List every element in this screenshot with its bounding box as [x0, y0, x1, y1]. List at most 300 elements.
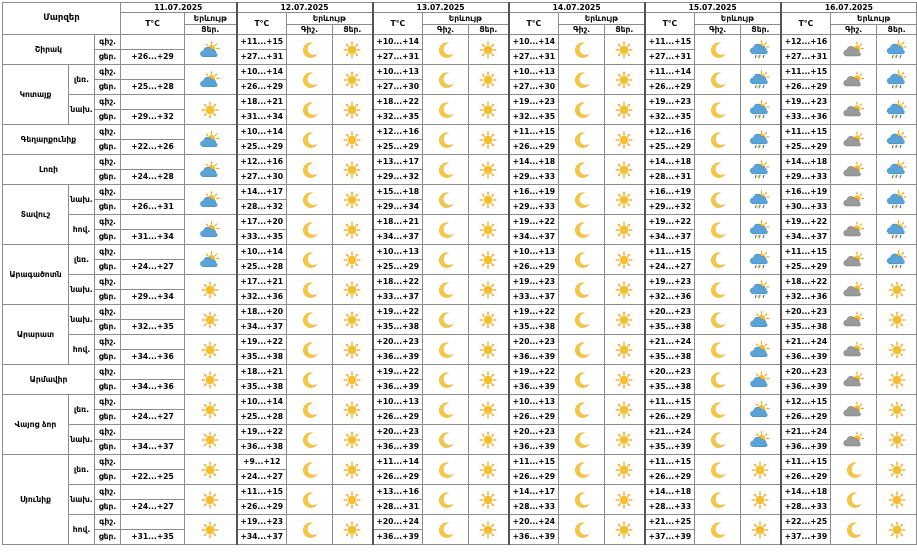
- sun-icon: [185, 425, 237, 455]
- sun-icon: [469, 125, 509, 155]
- temp-range: +20...+23: [509, 335, 559, 350]
- temp-range: +10...+13: [373, 65, 423, 80]
- temp-range: +29...+32: [373, 170, 423, 185]
- temp-range: +12...+16: [781, 35, 831, 50]
- moon-icon: [831, 515, 877, 545]
- cloudy-icon: [831, 365, 877, 395]
- temp-range: [121, 185, 185, 200]
- moon-icon: [287, 95, 333, 125]
- temp-range: +36...+39: [373, 530, 423, 545]
- period-label: ցեր.: [95, 80, 121, 95]
- period-label: գիշ.: [95, 65, 121, 80]
- temp-range: +36...+39: [509, 530, 559, 545]
- temp-range: +22...+26: [121, 140, 185, 155]
- temp-range: +28...+31: [645, 170, 695, 185]
- temp-range: +10...+13: [509, 395, 559, 410]
- region-name: Կոտայք: [3, 65, 69, 125]
- moon-icon: [559, 125, 605, 155]
- temp-range: +36...+39: [781, 380, 831, 395]
- day-header: Ցեր.: [741, 25, 781, 35]
- temp-range: +16...+19: [645, 185, 695, 200]
- sun-icon: [185, 485, 237, 515]
- temp-range: [121, 65, 185, 80]
- terrain-part: հով.: [69, 215, 95, 245]
- temp-range: +36...+39: [373, 380, 423, 395]
- sun-cloud-icon: [185, 185, 237, 215]
- table-row: [3, 35, 917, 50]
- sun-icon: [605, 335, 645, 365]
- region-name: Արագածոտն: [3, 245, 69, 305]
- sun-icon: [605, 185, 645, 215]
- region-name: Տավուշ: [3, 185, 69, 245]
- terrain-part: հով.: [69, 335, 95, 365]
- sun-icon: [605, 485, 645, 515]
- sun-icon: [185, 395, 237, 425]
- sun-icon: [877, 335, 917, 365]
- temp-range: +36...+39: [509, 350, 559, 365]
- sun-icon: [333, 125, 373, 155]
- moon-icon: [559, 425, 605, 455]
- temp-range: +25...+29: [237, 140, 287, 155]
- temp-range: +18...+22: [781, 275, 831, 290]
- sun-cloud-icon: [185, 215, 237, 245]
- temp-range: +10...+14: [237, 125, 287, 140]
- sun-icon: [605, 125, 645, 155]
- weather-header: Երևույթ: [185, 13, 237, 25]
- period-label: ցեր.: [95, 320, 121, 335]
- temp-range: +19...+22: [373, 305, 423, 320]
- temp-range: +19...+22: [237, 335, 287, 350]
- period-label: գիշ.: [95, 275, 121, 290]
- sun-cloud-icon: [185, 125, 237, 155]
- region-name: Լոռի: [3, 155, 95, 185]
- sun-icon: [605, 155, 645, 185]
- moon-icon: [559, 95, 605, 125]
- sun-cloud-rain-icon: [741, 35, 781, 65]
- terrain-part: նախ.: [69, 485, 95, 515]
- temp-range: +11...+15: [645, 35, 695, 50]
- cloudy-icon: [831, 305, 877, 335]
- period-label: գիշ.: [95, 485, 121, 500]
- temp-range: +32...+35: [121, 320, 185, 335]
- sun-icon: [185, 515, 237, 545]
- temp-header: T°C: [781, 13, 831, 35]
- sun-cloud-rain-icon: [877, 155, 917, 185]
- temp-range: +12...+16: [373, 125, 423, 140]
- moon-icon: [287, 65, 333, 95]
- temp-range: +36...+38: [237, 440, 287, 455]
- sun-icon: [605, 455, 645, 485]
- cloudy-icon: [831, 425, 877, 455]
- moon-icon: [423, 35, 469, 65]
- period-label: ցեր.: [95, 350, 121, 365]
- date-header: 15.07.2025: [645, 3, 781, 13]
- sun-icon: [605, 425, 645, 455]
- table-row: [3, 485, 917, 500]
- sun-icon: [469, 395, 509, 425]
- temp-range: +21...+25: [645, 515, 695, 530]
- temp-range: +11...+15: [781, 455, 831, 470]
- temp-range: +29...+32: [121, 110, 185, 125]
- temp-range: +26...+29: [509, 260, 559, 275]
- date-header: 12.07.2025: [237, 3, 373, 13]
- temp-range: +32...+35: [645, 110, 695, 125]
- period-label: գիշ.: [95, 245, 121, 260]
- moon-icon: [287, 365, 333, 395]
- sun-icon: [605, 245, 645, 275]
- period-label: գիշ.: [95, 515, 121, 530]
- temp-range: +11...+15: [645, 455, 695, 470]
- sun-cloud-rain-icon: [877, 125, 917, 155]
- sun-icon: [877, 305, 917, 335]
- period-label: ցեր.: [95, 170, 121, 185]
- table-row: [3, 395, 917, 410]
- temp-range: +20...+23: [645, 365, 695, 380]
- moon-icon: [287, 125, 333, 155]
- sun-icon: [469, 215, 509, 245]
- moon-icon: [423, 455, 469, 485]
- weather-header: Երևույթ: [423, 13, 509, 25]
- sun-icon: [877, 485, 917, 515]
- cloudy-icon: [831, 245, 877, 275]
- moon-icon: [695, 485, 741, 515]
- temp-range: +35...+38: [645, 380, 695, 395]
- sun-icon: [877, 365, 917, 395]
- moon-icon: [423, 95, 469, 125]
- temp-range: +37...+39: [645, 530, 695, 545]
- sun-cloud-rain-icon: [741, 185, 781, 215]
- temp-range: +35...+38: [781, 320, 831, 335]
- temp-range: +19...+22: [373, 365, 423, 380]
- moon-icon: [695, 245, 741, 275]
- period-label: ցեր.: [95, 140, 121, 155]
- temp-range: +18...+21: [373, 215, 423, 230]
- temp-range: [121, 455, 185, 470]
- cloudy-icon: [831, 185, 877, 215]
- period-label: գիշ.: [95, 425, 121, 440]
- period-label: ցեր.: [95, 530, 121, 545]
- table-row: [3, 455, 917, 470]
- temp-range: [121, 215, 185, 230]
- sun-icon: [333, 365, 373, 395]
- terrain-part: հով.: [69, 515, 95, 545]
- temp-range: +32...+35: [373, 110, 423, 125]
- period-label: ցեր.: [95, 200, 121, 215]
- sun-icon: [185, 305, 237, 335]
- temp-range: +26...+29: [781, 470, 831, 485]
- sun-icon: [333, 455, 373, 485]
- sun-icon: [877, 395, 917, 425]
- temp-range: +19...+23: [781, 95, 831, 110]
- sun-icon: [185, 455, 237, 485]
- sun-icon: [333, 215, 373, 245]
- table-row: [3, 65, 917, 80]
- temp-range: +11...+15: [509, 455, 559, 470]
- table-row: [3, 185, 917, 200]
- moon-icon: [559, 395, 605, 425]
- moon-icon: [559, 215, 605, 245]
- temp-range: +26...+29: [781, 80, 831, 95]
- sun-cloud-rain-icon: [741, 95, 781, 125]
- sun-cloud-rain-icon: [877, 95, 917, 125]
- temp-range: +11...+15: [781, 245, 831, 260]
- sun-icon: [469, 35, 509, 65]
- temp-range: +36...+39: [373, 440, 423, 455]
- sun-icon: [605, 65, 645, 95]
- period-label: գիշ.: [95, 215, 121, 230]
- sun-cloud-rain-icon: [741, 125, 781, 155]
- temp-range: +20...+23: [645, 305, 695, 320]
- temp-range: +20...+23: [373, 425, 423, 440]
- temp-range: +26...+29: [645, 410, 695, 425]
- sun-cloud-rain-icon: [877, 245, 917, 275]
- sun-icon: [185, 365, 237, 395]
- sun-icon: [333, 305, 373, 335]
- sun-icon: [469, 455, 509, 485]
- temp-range: +25...+29: [645, 140, 695, 155]
- sun-cloud-rain-icon: [741, 245, 781, 275]
- temp-header: T°C: [373, 13, 423, 35]
- moon-icon: [695, 365, 741, 395]
- cloudy-icon: [831, 35, 877, 65]
- sun-icon: [469, 245, 509, 275]
- temp-range: +20...+23: [373, 335, 423, 350]
- temp-range: +36...+39: [781, 440, 831, 455]
- sun-icon: [605, 215, 645, 245]
- night-header: Գիշ.: [695, 25, 741, 35]
- temp-range: +34...+37: [237, 530, 287, 545]
- temp-range: +19...+23: [645, 275, 695, 290]
- moon-icon: [831, 485, 877, 515]
- temp-range: +24...+28: [121, 170, 185, 185]
- moon-icon: [287, 35, 333, 65]
- sun-cloud-icon: [741, 335, 781, 365]
- period-label: գիշ.: [95, 185, 121, 200]
- sun-icon: [469, 275, 509, 305]
- forecast-body: [3, 35, 917, 545]
- temp-range: +35...+38: [645, 350, 695, 365]
- moon-icon: [695, 35, 741, 65]
- temp-range: +10...+13: [373, 245, 423, 260]
- temp-range: +17...+21: [237, 275, 287, 290]
- temp-range: +24...+27: [121, 500, 185, 515]
- sun-icon: [605, 35, 645, 65]
- moon-icon: [559, 455, 605, 485]
- moon-icon: [695, 395, 741, 425]
- weather-header: Երևույթ: [559, 13, 645, 25]
- temp-range: +11...+14: [373, 455, 423, 470]
- terrain-part: նախ.: [69, 305, 95, 335]
- moon-icon: [423, 515, 469, 545]
- moon-icon: [423, 125, 469, 155]
- region-name: Արարատ: [3, 305, 69, 365]
- moon-icon: [559, 335, 605, 365]
- temp-range: +29...+33: [781, 170, 831, 185]
- temp-range: +28...+33: [645, 500, 695, 515]
- period-label: գիշ.: [95, 395, 121, 410]
- moon-icon: [423, 185, 469, 215]
- temp-range: +21...+24: [645, 335, 695, 350]
- temp-range: +28...+32: [237, 200, 287, 215]
- temp-range: +27...+31: [373, 50, 423, 65]
- temp-range: +10...+14: [237, 395, 287, 410]
- temp-range: +24...+27: [121, 260, 185, 275]
- period-label: գիշ.: [95, 95, 121, 110]
- day-header: Ցեր.: [469, 25, 509, 35]
- cloudy-icon: [831, 65, 877, 95]
- sun-icon: [333, 155, 373, 185]
- period-label: գիշ.: [95, 335, 121, 350]
- temp-range: +10...+14: [373, 35, 423, 50]
- moon-icon: [695, 335, 741, 365]
- temp-range: +10...+13: [373, 395, 423, 410]
- temp-range: +13...+17: [373, 155, 423, 170]
- temp-range: +26...+29: [781, 410, 831, 425]
- temp-range: [121, 365, 185, 380]
- temp-range: +36...+39: [509, 440, 559, 455]
- cloudy-icon: [831, 395, 877, 425]
- moon-icon: [559, 515, 605, 545]
- period-label: ցեր.: [95, 410, 121, 425]
- temp-range: +34...+37: [237, 320, 287, 335]
- temp-range: +14...+18: [781, 155, 831, 170]
- sun-icon: [469, 155, 509, 185]
- period-label: գիշ.: [95, 35, 121, 50]
- temp-range: +18...+21: [237, 365, 287, 380]
- period-label: ցեր.: [95, 230, 121, 245]
- date-header: 13.07.2025: [373, 3, 509, 13]
- sun-icon: [333, 395, 373, 425]
- temp-range: +18...+21: [237, 95, 287, 110]
- moon-icon: [559, 485, 605, 515]
- moon-icon: [695, 95, 741, 125]
- moon-icon: [287, 245, 333, 275]
- period-label: ցեր.: [95, 500, 121, 515]
- sun-cloud-icon: [185, 35, 237, 65]
- temp-range: +32...+36: [781, 290, 831, 305]
- table-row: [3, 305, 917, 320]
- temp-range: +34...+36: [121, 350, 185, 365]
- temp-range: +20...+23: [781, 305, 831, 320]
- weather-header: Երևույթ: [695, 13, 781, 25]
- temp-range: +34...+37: [509, 230, 559, 245]
- temp-range: +25...+29: [373, 260, 423, 275]
- temp-range: +10...+13: [509, 65, 559, 80]
- temp-range: +25...+28: [237, 260, 287, 275]
- temp-range: +20...+24: [509, 515, 559, 530]
- table-row: [3, 215, 917, 230]
- sun-icon: [333, 95, 373, 125]
- moon-icon: [695, 65, 741, 95]
- night-header: Գիշ.: [423, 25, 469, 35]
- table-row: [3, 275, 917, 290]
- cloudy-icon: [831, 215, 877, 245]
- sun-icon: [605, 95, 645, 125]
- moon-icon: [423, 395, 469, 425]
- temp-range: +18...+20: [237, 305, 287, 320]
- sun-icon: [469, 335, 509, 365]
- table-row: [3, 335, 917, 350]
- temp-range: +34...+37: [645, 230, 695, 245]
- forecast-table: [2, 2, 917, 545]
- moon-icon: [287, 185, 333, 215]
- temp-range: +31...+34: [237, 110, 287, 125]
- period-label: գիշ.: [95, 125, 121, 140]
- temp-range: +21...+24: [645, 425, 695, 440]
- sun-icon: [469, 185, 509, 215]
- temp-range: +19...+22: [237, 425, 287, 440]
- moon-icon: [423, 305, 469, 335]
- moon-icon: [287, 395, 333, 425]
- temp-range: +11...+15: [237, 35, 287, 50]
- temp-range: +16...+19: [781, 185, 831, 200]
- sun-icon: [469, 65, 509, 95]
- terrain-part: լեռ.: [69, 395, 95, 425]
- moon-icon: [695, 515, 741, 545]
- temp-range: +14...+17: [509, 485, 559, 500]
- temp-range: +14...+18: [781, 485, 831, 500]
- temp-range: +18...+22: [373, 275, 423, 290]
- moon-icon: [423, 215, 469, 245]
- temp-range: +25...+28: [121, 80, 185, 95]
- moon-icon: [695, 455, 741, 485]
- temp-range: +26...+31: [121, 200, 185, 215]
- temp-range: +11...+15: [645, 395, 695, 410]
- temp-range: +10...+14: [237, 65, 287, 80]
- sun-cloud-icon: [741, 365, 781, 395]
- temp-header: T°C: [237, 13, 287, 35]
- moon-icon: [831, 455, 877, 485]
- sun-icon: [333, 275, 373, 305]
- moon-icon: [423, 155, 469, 185]
- temp-range: +9...+12: [237, 455, 287, 470]
- temp-range: +20...+23: [509, 425, 559, 440]
- temp-range: [121, 395, 185, 410]
- temp-range: +10...+14: [509, 35, 559, 50]
- moon-icon: [423, 425, 469, 455]
- temp-range: +33...+35: [237, 230, 287, 245]
- moon-icon: [559, 275, 605, 305]
- temp-range: +24...+27: [645, 260, 695, 275]
- temp-range: +26...+29: [645, 470, 695, 485]
- moon-icon: [559, 305, 605, 335]
- temp-range: +32...+35: [509, 110, 559, 125]
- temp-range: +36...+39: [781, 350, 831, 365]
- region-column-header: Մարզեր: [3, 3, 121, 35]
- temp-range: +21...+24: [781, 335, 831, 350]
- temp-range: +27...+30: [373, 80, 423, 95]
- temp-range: +24...+27: [237, 470, 287, 485]
- moon-icon: [287, 485, 333, 515]
- temp-range: +25...+29: [781, 140, 831, 155]
- temp-range: +14...+18: [645, 485, 695, 500]
- sun-cloud-rain-icon: [877, 35, 917, 65]
- temp-range: +27...+31: [645, 50, 695, 65]
- region-name: Գեղարքունիք: [3, 125, 95, 155]
- sun-cloud-icon: [741, 305, 781, 335]
- moon-icon: [423, 245, 469, 275]
- sun-icon: [605, 305, 645, 335]
- table-row: [3, 155, 917, 170]
- night-header: Գիշ.: [831, 25, 877, 35]
- temp-range: [121, 275, 185, 290]
- moon-icon: [287, 305, 333, 335]
- terrain-part: լեռ.: [69, 65, 95, 95]
- period-label: ցեր.: [95, 290, 121, 305]
- date-header: 14.07.2025: [509, 3, 645, 13]
- moon-icon: [695, 425, 741, 455]
- temp-header: T°C: [121, 13, 185, 35]
